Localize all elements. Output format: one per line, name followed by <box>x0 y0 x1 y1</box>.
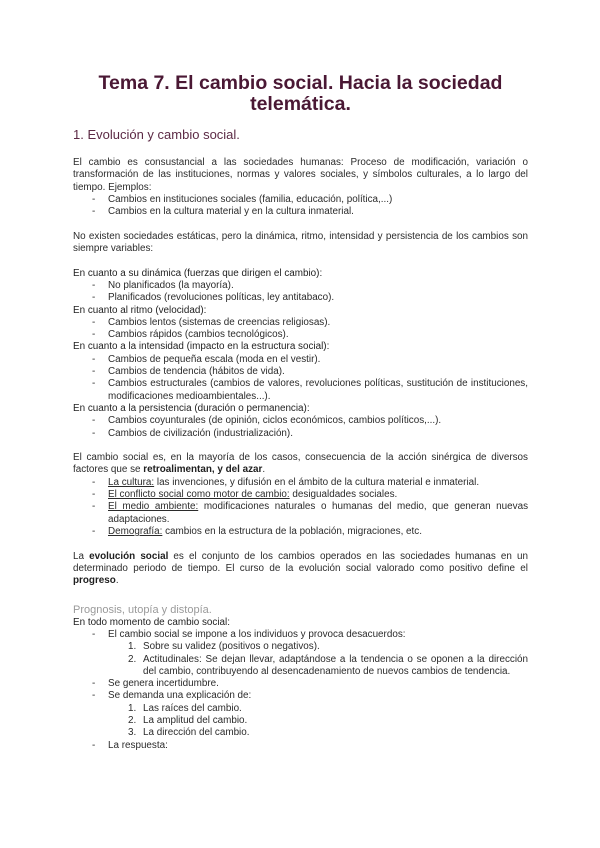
list-item <box>73 489 528 501</box>
list-item <box>73 526 528 538</box>
text: La amplitud del cambio. <box>143 715 248 727</box>
paragraph <box>73 452 528 477</box>
list-item: - Cambios de tendencia (hábitos de vida). <box>73 366 528 378</box>
text: . <box>262 464 266 476</box>
subsection-heading: Prognosis, utopía y distopía. <box>73 604 212 617</box>
page-title: Tema 7. El cambio social. Hacia la sociedad telemática. <box>98 72 503 115</box>
list-item: - Cambios en la cultura material y en la cultura inmaterial. <box>73 206 528 218</box>
list-item: - Cambios rápidos (cambios tecnológicos). <box>73 329 528 341</box>
number: 1. <box>128 641 137 653</box>
group-heading: En cuanto a la intensidad (impacto en la estructura social): <box>73 341 330 353</box>
number: 3. <box>128 727 137 739</box>
text: . <box>115 575 119 587</box>
underlined-label: El conflicto social como motor de cambio: <box>108 489 290 501</box>
list-item: - Cambios lentos (sistemas de creencias religiosas). <box>73 317 528 329</box>
paragraph: No existen sociedades estáticas, pero la dinámica, ritmo, intensidad y persistencia de los cambios son siempre variables: <box>73 230 528 255</box>
numbered-item <box>73 715 528 727</box>
number: 2. <box>128 715 137 727</box>
text: modificaciones naturales o humanas del medio, que generan nuevas adaptaciones. <box>108 501 529 525</box>
number: 1. <box>128 702 137 714</box>
text: las invenciones, y difusión en el ámbito de la cultura material e inmaterial. <box>154 476 480 488</box>
paragraph <box>73 551 528 588</box>
list-item: - Cambios de pequeña escala (moda en el vestir). <box>73 354 528 366</box>
text: El cambio social es, en la mayoría de los casos, consecuencia de la acción sinérgica de diversos factores que se <box>73 452 528 476</box>
numbered-item <box>73 703 528 715</box>
underlined-label: La cultura: <box>108 476 155 488</box>
list-item: - El cambio social se impone a los individuos y provoca desacuerdos: <box>73 629 528 641</box>
text: Sobre su validez (positivos o negativos). <box>143 641 320 653</box>
text: cambios en la estructura de la población, migraciones, etc. <box>162 525 422 537</box>
underlined-label: El medio ambiente: <box>108 501 199 513</box>
underlined-label: Demografía: <box>108 525 163 537</box>
bold-text: evolución social <box>89 550 169 562</box>
list-item: - Cambios estructurales (cambios de valores, revoluciones políticas, sustitución de instituciones, modificaciones medioambientales...). <box>73 378 528 403</box>
text: es el conjunto de los cambios operados en las sociedades humanas en un determinado periodo de tiempo. El curso de la evolución social valorado como positivo define el <box>73 550 528 574</box>
paragraph: El cambio es consustancial a las sociedades humanas: Proceso de modificación, variación o transformación de las instituciones, normas y valores sociales, y símbolos culturales, a lo largo del tiempo. Ejemplos: <box>73 157 528 193</box>
text: desigualdades sociales. <box>289 489 398 501</box>
group-heading: En cuanto al ritmo (velocidad): <box>73 304 207 316</box>
list-item: - Se genera incertidumbre. <box>73 678 528 690</box>
numbered-item <box>73 727 528 739</box>
list-item: - Cambios de civilización (industrialización). <box>73 428 528 440</box>
paragraph: En todo momento de cambio social: <box>73 616 230 628</box>
text: Las raíces del cambio. <box>143 702 242 714</box>
number: 2. <box>128 653 137 665</box>
section-heading: 1. Evolución y cambio social. <box>73 127 240 142</box>
text: La dirección del cambio. <box>143 727 250 739</box>
bold-text: progreso <box>73 575 116 587</box>
list-item: - Planificados (revoluciones políticas, ley antitabaco). <box>73 292 528 304</box>
list-item: - Se demanda una explicación de: <box>73 690 528 702</box>
list-item: - No planificados (la mayoría). <box>73 280 528 292</box>
list-item: - Cambios coyunturales (de opinión, ciclos económicos, cambios políticos,...). <box>73 415 528 427</box>
text: La <box>73 550 90 562</box>
bold-text: retroalimentan, y del azar <box>143 464 263 476</box>
numbered-item <box>73 654 528 679</box>
list-item: - Cambios en instituciones sociales (familia, educación, política,...) <box>73 194 528 206</box>
text: Actitudinales: Se dejan llevar, adaptándose a la tendencia o se oponen a la dirección del cambio, contribuyendo al desencadenamiento de nuevos cambios de tendencia. <box>143 653 528 677</box>
list-item <box>73 477 528 489</box>
list-item <box>73 501 528 526</box>
group-heading: En cuanto a la persistencia (duración o permanencia): <box>73 402 310 414</box>
list-item: - La respuesta: <box>73 740 528 752</box>
numbered-item <box>73 641 528 653</box>
group-heading: En cuanto a su dinámica (fuerzas que dirigen el cambio): <box>73 267 323 279</box>
